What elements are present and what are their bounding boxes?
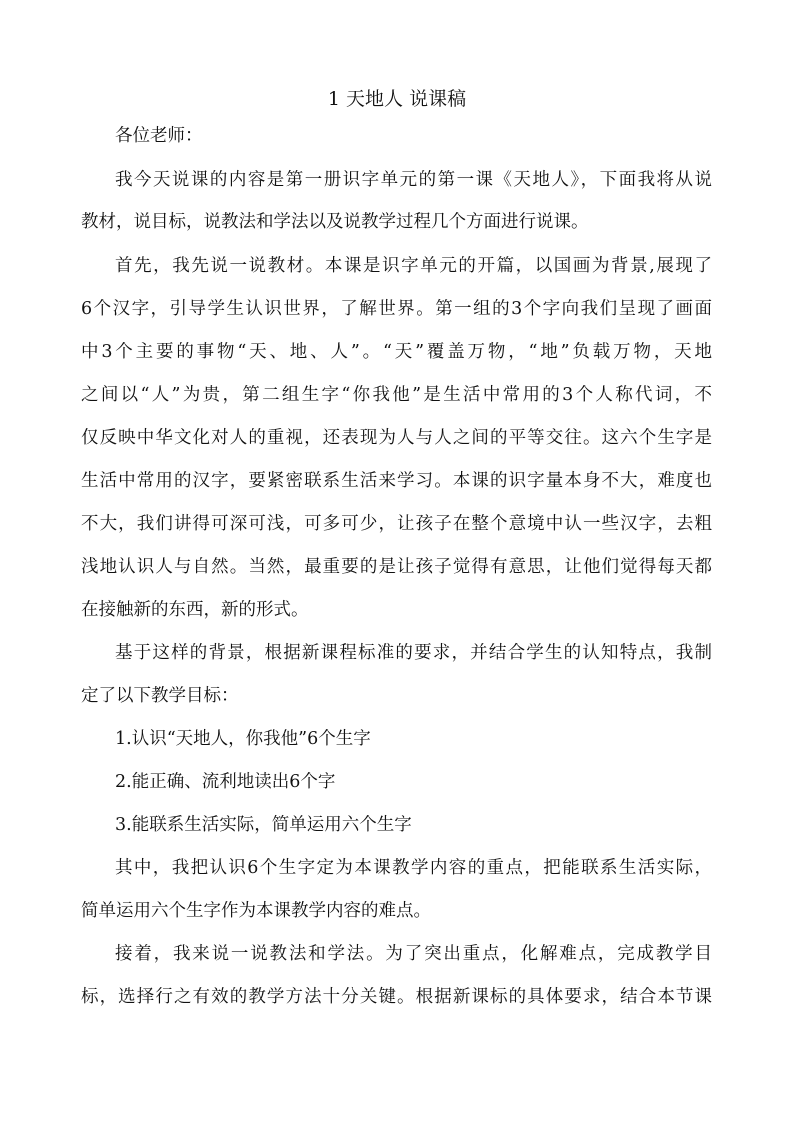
paragraph-line: 接着，我来说一说教法和学法。为了突出重点，化解难点，完成教学目 [115, 944, 712, 964]
paragraph-line: 不大，我们讲得可深可浅，可多可少，让孩子在整个意境中认一些汉字，去粗 [81, 514, 712, 534]
paragraph-line: 生活中常用的汉字，要紧密联系生活来学习。本课的识字量本身不大，难度也 [81, 471, 712, 491]
objective-item: 1.认识“天地人，你我他”6个生字 [115, 729, 371, 749]
paragraph-line: 标，选择行之有效的教学方法十分关键。根据新课标的具体要求，结合本节课 [81, 987, 712, 1007]
paragraph-line: 在接触新的东西，新的形式。 [81, 600, 309, 620]
paragraph-line: 我今天说课的内容是第一册识字单元的第一课《天地人》，下面我将从说 [115, 170, 712, 190]
salutation: 各位老师： [115, 126, 203, 146]
paragraph-line: 定了以下教学目标： [81, 686, 239, 706]
paragraph-line: 简单运用六个生字作为本课教学内容的难点。 [81, 901, 431, 921]
paragraph-line: 其中，我把认识6个生字定为本课教学内容的重点，把能联系生活实际， [115, 858, 712, 878]
objective-item: 2.能正确、流利地读出6个字 [115, 772, 336, 792]
paragraph-line: 仅反映中华文化对人的重视，还表现为人与人之间的平等交往。这六个生字是 [81, 428, 712, 448]
paragraph-line: 之间以“人”为贵，第二组生字“你我他”是生活中常用的3个人称代词，不 [81, 385, 712, 405]
paragraph-line: 教材，说目标，说教法和学法以及说教学过程几个方面进行说课。 [81, 212, 589, 232]
paragraph-line: 6个汉字，引导学生认识世界，了解世界。第一组的3个字向我们呈现了画面 [81, 299, 712, 319]
paragraph-line: 中3个主要的事物“天、地、人”。“天”覆盖万物，“地”负载万物，天地 [81, 342, 712, 362]
document-title: 1 天地人 说课稿 [327, 88, 467, 110]
paragraph-line: 基于这样的背景，根据新课程标准的要求，并结合学生的认知特点，我制 [115, 643, 712, 663]
paragraph-line: 首先，我先说一说教材。本课是识字单元的开篇，以国画为背景,展现了 [115, 256, 712, 276]
paragraph-line: 浅地认识人与自然。当然，最重要的是让孩子觉得有意思，让他们觉得每天都 [81, 557, 712, 577]
objective-item: 3.能联系生活实际，简单运用六个生字 [115, 815, 412, 835]
